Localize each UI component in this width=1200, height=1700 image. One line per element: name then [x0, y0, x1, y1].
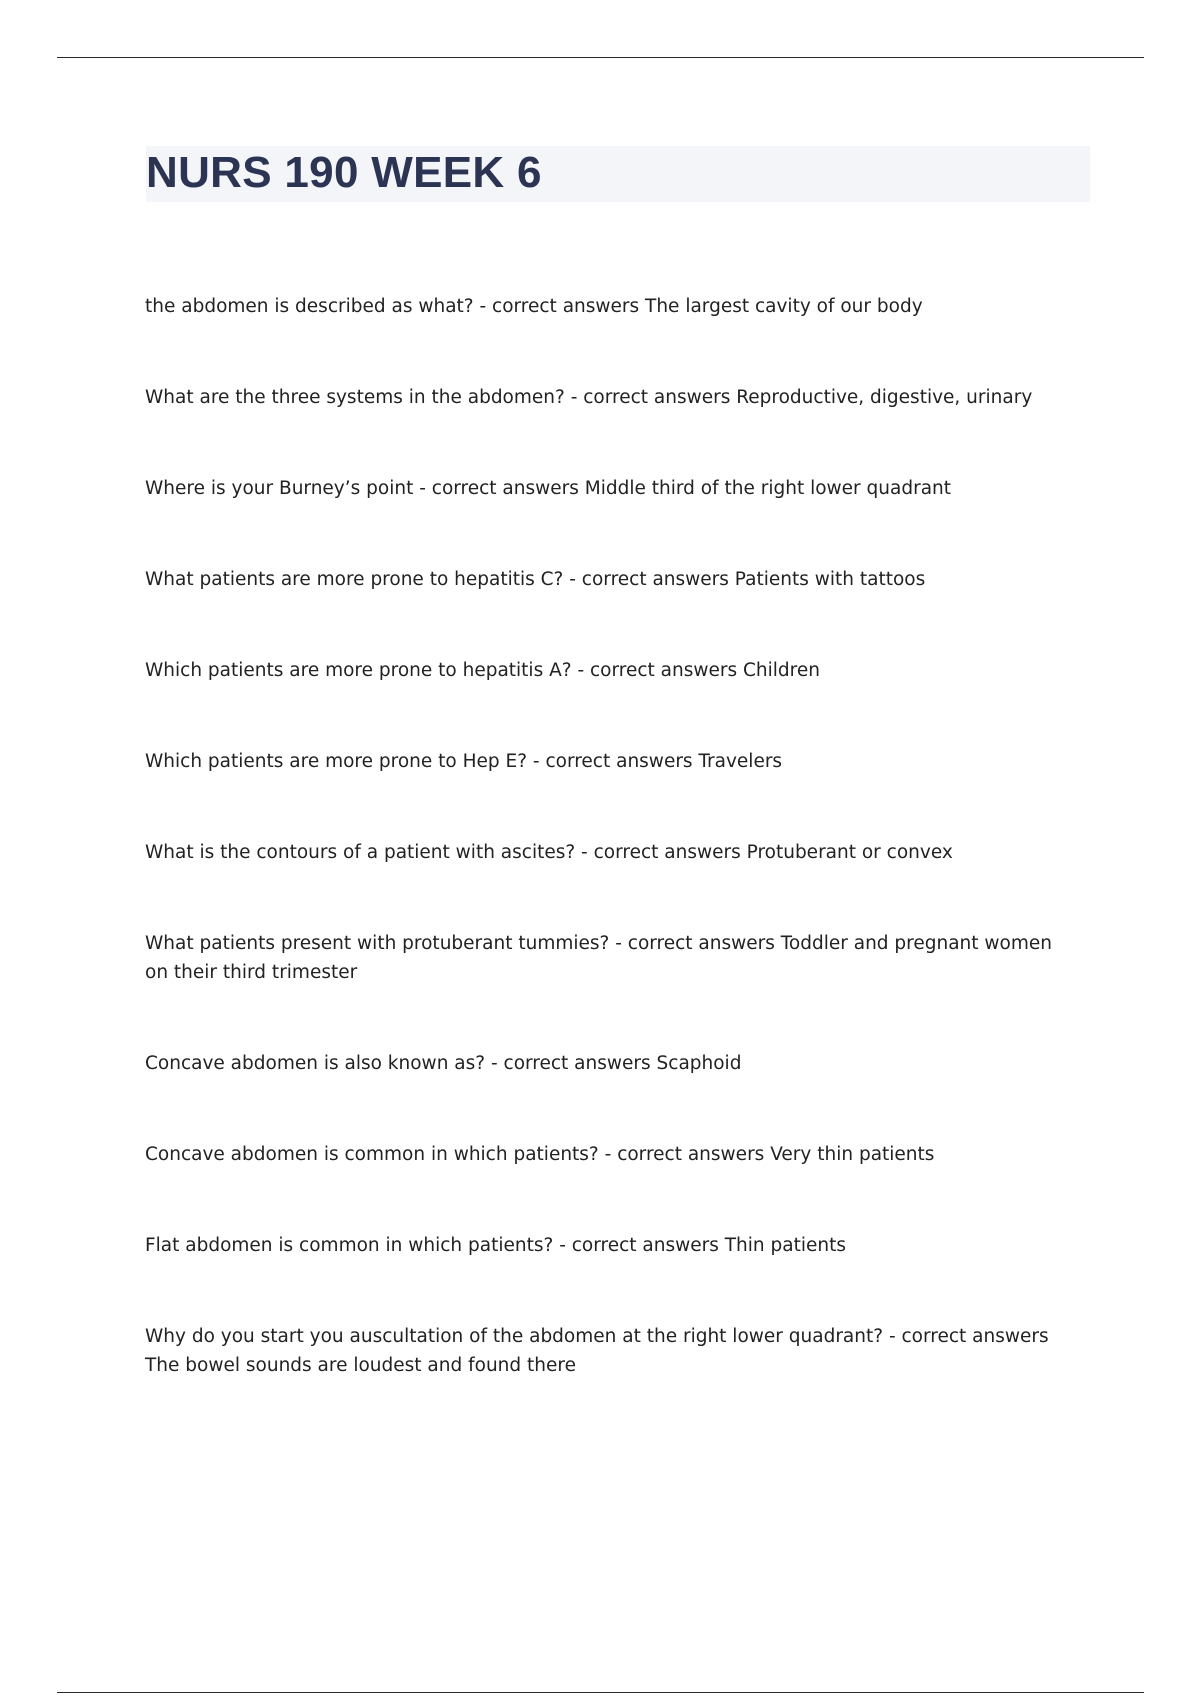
- page-title: NURS 190 WEEK 6: [146, 148, 542, 197]
- qa-item: Which patients are more prone to hepatitis A? - correct answers Children: [145, 660, 820, 681]
- qa-item: What is the contours of a patient with ascites? - correct answers Protuberant or convex: [145, 842, 953, 863]
- qa-item: Flat abdomen is common in which patients? - correct answers Thin patients: [145, 1235, 847, 1256]
- header-rule: [57, 57, 1144, 58]
- footer-rule: [57, 1692, 1144, 1693]
- qa-item: What are the three systems in the abdomen? - correct answers Reproductive, digestive, urinary: [145, 387, 1033, 408]
- qa-item: What patients present with protuberant tummies? - correct answers Toddler and pregnant women on their third trimester: [145, 933, 1052, 983]
- qa-item: Concave abdomen is common in which patients? - correct answers Very thin patients: [145, 1144, 935, 1165]
- qa-item: the abdomen is described as what? - correct answers The largest cavity of our body: [145, 296, 923, 317]
- qa-item: Why do you start you auscultation of the abdomen at the right lower quadrant? - correct answers The bowel sounds are loudest and found there: [145, 1326, 1049, 1376]
- qa-list: [145, 292, 1075, 1442]
- qa-item: What patients are more prone to hepatitis C? - correct answers Patients with tattoos: [145, 569, 926, 590]
- qa-item: Concave abdomen is also known as? - correct answers Scaphoid: [145, 1053, 742, 1074]
- qa-item: Where is your Burney’s point - correct answers Middle third of the right lower quadrant: [145, 478, 952, 499]
- qa-item: Which patients are more prone to Hep E? - correct answers Travelers: [145, 751, 783, 772]
